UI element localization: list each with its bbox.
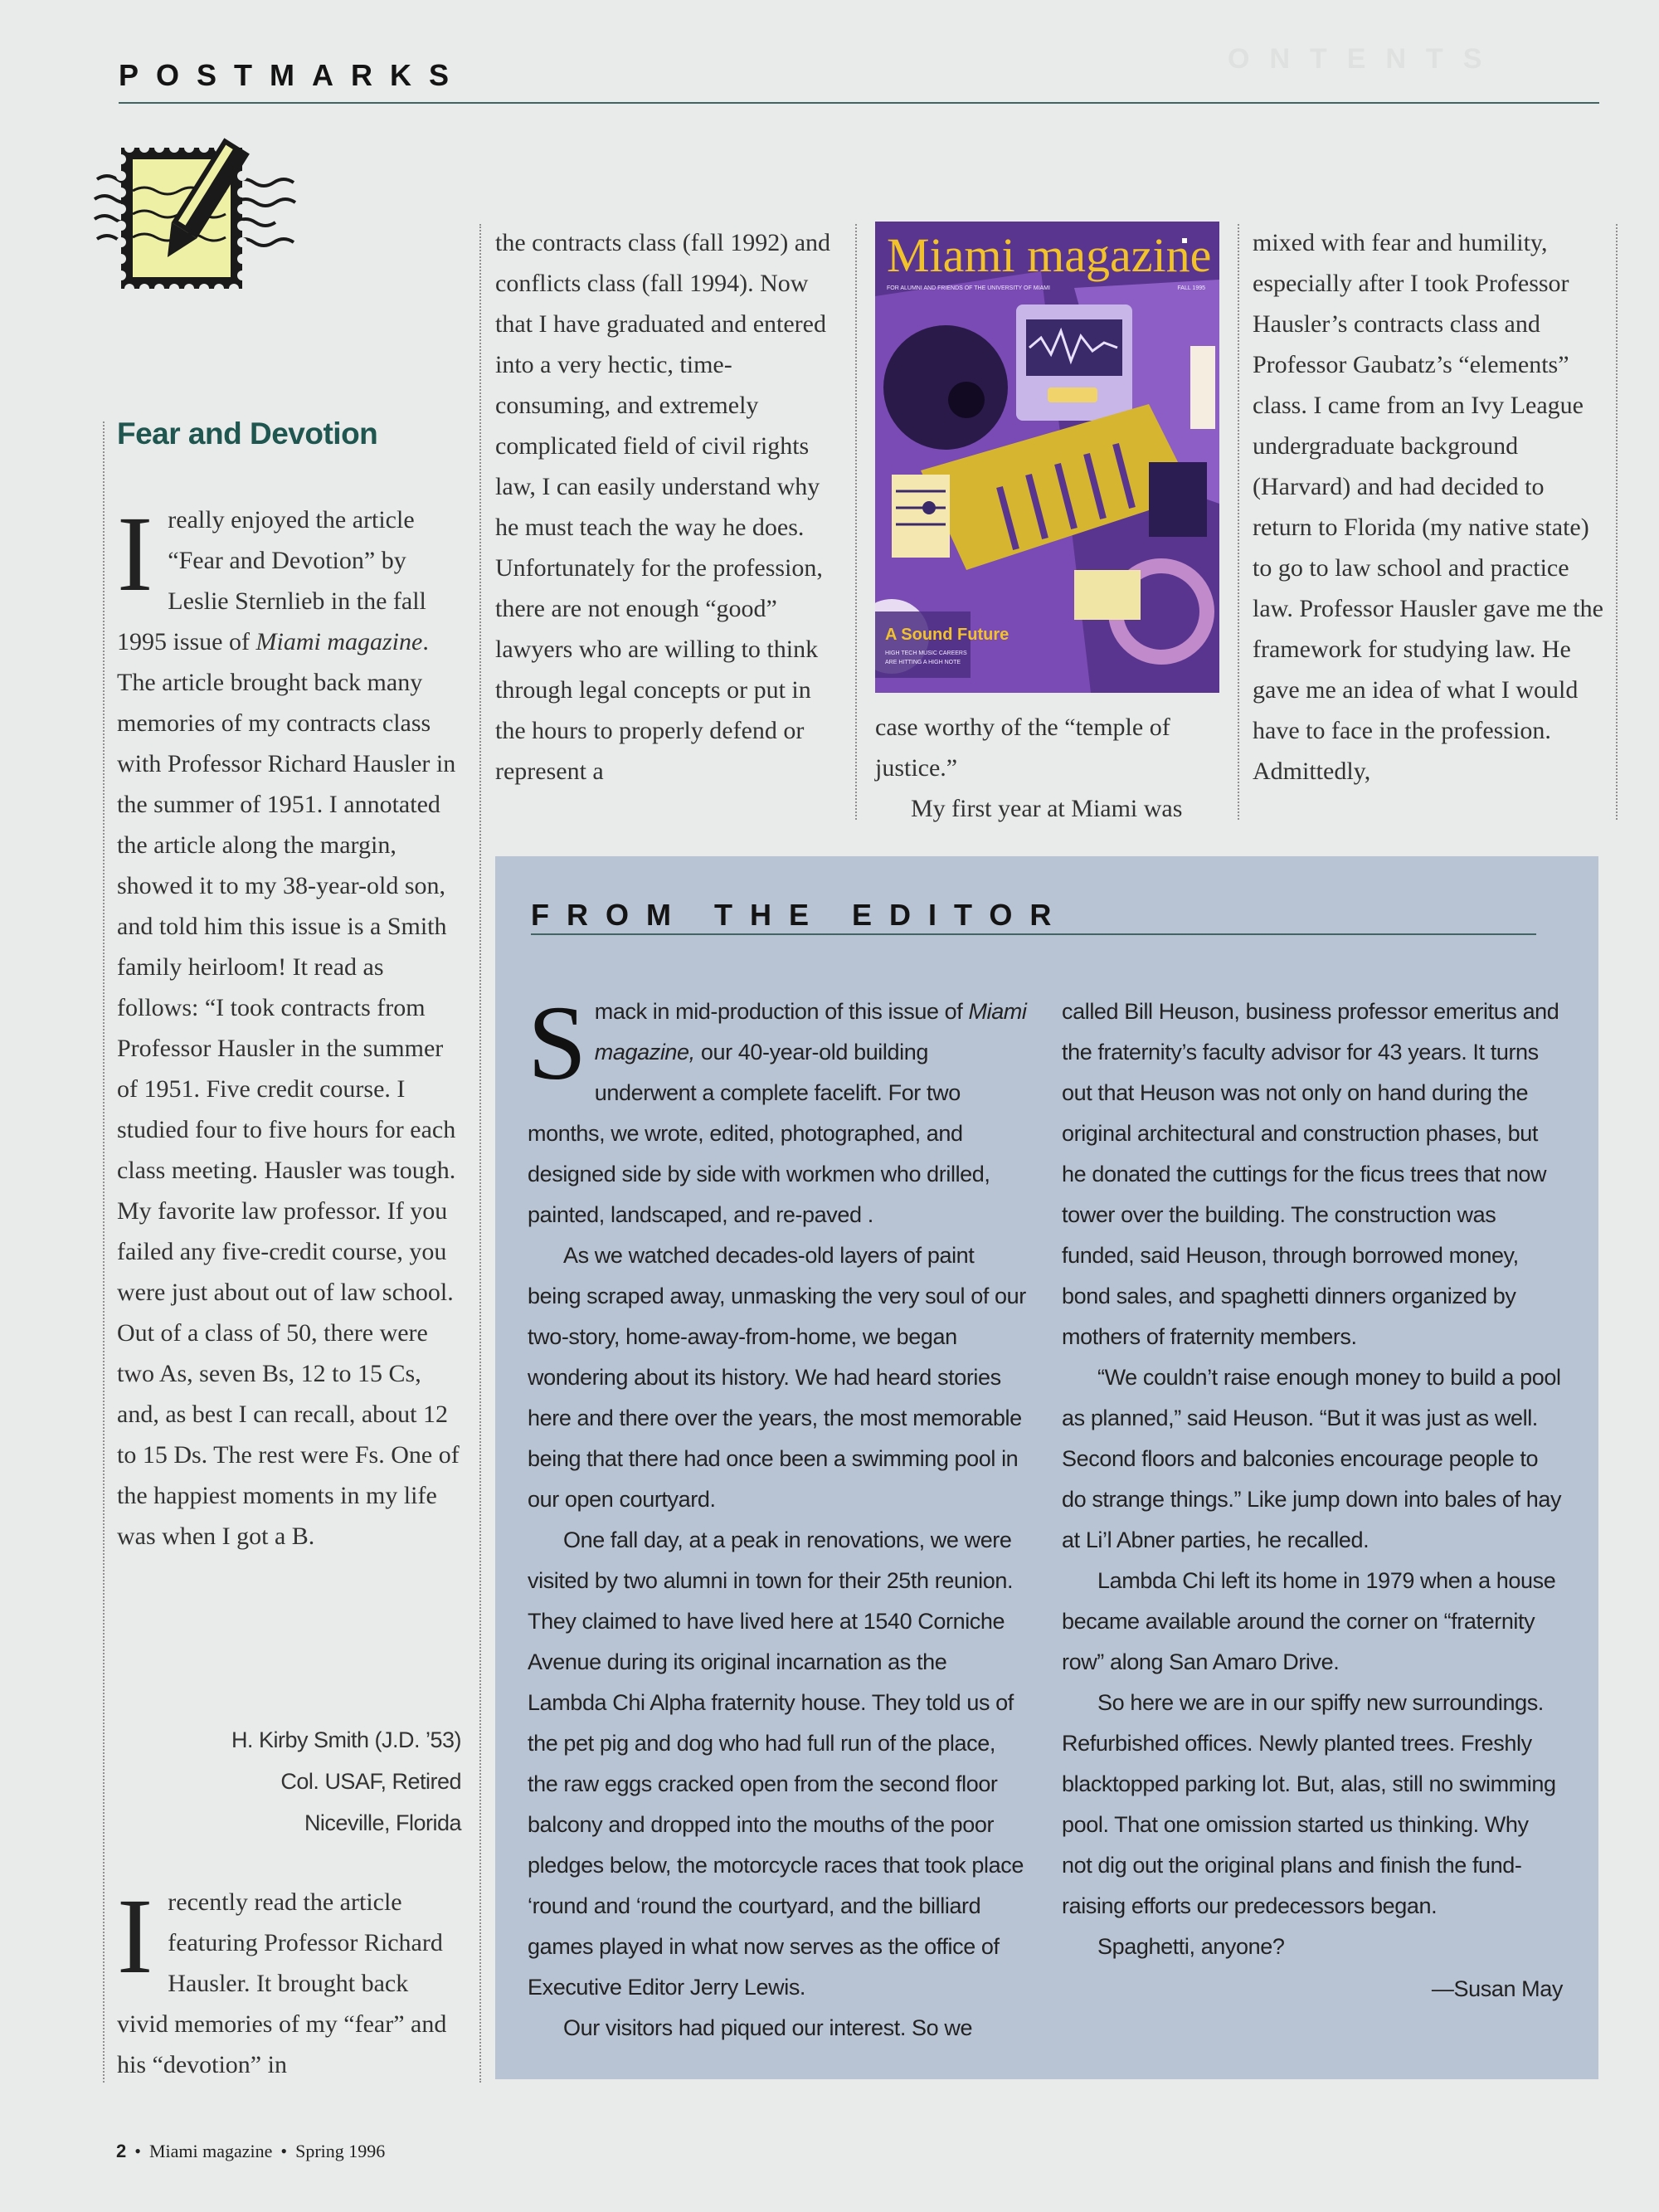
letter-1-body: [117, 495, 465, 1557]
editor-paragraph: Spaghetti, anyone?: [1097, 1934, 1285, 1959]
footer-publication: Miami magazine: [148, 2141, 273, 2161]
editor-paragraph: called Bill Heuson, business professor emeritus and the fraternity’s faculty advisor for 43 years. It turns out that Heuson was not only on hand during the original architectural and construction phases, but he donated the cuttings for the ficus trees that now tower over the building. The construction was funded, said Heuson, through borrowed money, bond sales, and spaghetti dinners organized by mothers of fraternity members.: [1062, 999, 1559, 1349]
letter-2-body-col2: [495, 222, 844, 792]
postage-stamp-with-pencil-icon: [93, 131, 300, 297]
column-rule: [103, 421, 105, 2083]
letter-2-text: case worthy of the “temple of justice.”: [875, 714, 1170, 782]
publication-name: Miami magazine,: [594, 999, 1027, 1065]
cover-feature-line: HIGH TECH MUSIC CAREERS: [885, 650, 967, 656]
letter-2-text: mixed with fear and humility, especially after I took Professor Hausler’s contracts class and Professor Gaubatz’s “elements” class. I came from an Ivy League undergraduate background (Harvard) and had decided to return to Florida (my native state) to go to law school and practice law. Professor Hausler gave me the framework for studying law. He gave me an idea of what I would have to face in the profession. Admittedly,: [1253, 229, 1603, 785]
publication-name: Miami magazine: [255, 628, 423, 655]
signature-location: Niceville, Florida: [304, 1810, 461, 1835]
editor-paragraph: “We couldn’t raise enough money to build a pool as planned,” said Heuson. “But it was just as well. Second floors and balconies encourage people to do strange things.” Like jump down into bales of hay at Li’l Abner parties, he recalled.: [1062, 1365, 1562, 1552]
column-rule: [1616, 224, 1618, 820]
cover-feature-title: A Sound Future: [885, 626, 1010, 644]
editor-heading: FROM THE EDITOR: [531, 898, 1069, 932]
editor-text: our 40-year-old building underwent a complete facelift. For two months, we wrote, edited, photographed, and designed side by side with workmen who drilled, painted, landscaped, and re-paved .: [528, 1040, 990, 1227]
letter-2-body-col4: [1253, 222, 1605, 792]
cover-tagline: FOR ALUMNI AND FRIENDS OF THE UNIVERSITY OF MIAMI: [887, 285, 1050, 291]
column-rule: [1238, 224, 1239, 820]
letter-1-text-cont: . The article brought back many memories of my contracts class with Professor Richard Hausler in the summer of 1951. I annotated the article along the margin, showed it to my 38-year-old son, and told him this issue is a Smith family heirloom! It read as follows: “I took contracts from Professor Hausler in the summer of 1951. Five credit course. I studied four to five hours for each class meeting. Hausler was tough. My favorite law professor. If you failed any five-credit course, you were just about out of law school. Out of a class of 50, there were two As, seven Bs, 12 to 15 Cs, and, as best I can recall, about 12 to 15 Ds. The rest were Fs. One of the happiest moments in my life was when I got a B.: [117, 628, 460, 1550]
cover-feature-line: ARE HITTING A HIGH NOTE: [885, 660, 961, 665]
footer-separator: •: [134, 2141, 141, 2161]
editor-col-2: [1062, 992, 1563, 2010]
page-footer: [116, 2141, 385, 2162]
editor-paragraph: Lambda Chi left its home in 1979 when a house became available around the corner on “fraternity row” along San Amaro Drive.: [1062, 1568, 1556, 1674]
footer-issue: Spring 1996: [295, 2141, 386, 2161]
letter-title: Fear and Devotion: [117, 417, 378, 451]
letter-2-body-col3: [875, 707, 1224, 829]
heading-rule: [119, 102, 1599, 104]
column-rule: [855, 224, 857, 820]
editor-paragraph: So here we are in our spiffy new surroundings. Refurbished offices. Newly planted trees. Freshly blacktopped parking lot. But, alas, still no swimming pool. That one omission started us thinking. Why not dig out the original plans and finish the fund-raising efforts our predecessors began.: [1062, 1690, 1556, 1918]
letter-2-text: recently read the article featuring Professor Richard Hausler. It brought back vivid memories of my “fear” and his “devotion” in: [117, 1888, 447, 2078]
section-heading: POSTMARKS: [119, 58, 467, 92]
magazine-cover-image: [875, 222, 1219, 693]
editor-paragraph: One fall day, at a peak in renovations, we were visited by two alumni in town for their 25th reunion. They claimed to have lived here at 1540 Corniche Avenue during its original incarnation as the Lambda Chi Alpha fraternity house. They told us of the pet pig and dog who had full run of the place, the raw eggs cracked open from the second floor balcony and dropped into the mouths of the poor pledges below, the motorcycle races that took place ‘round and ‘round the courtyard, and the billiard games played in what now serves as the office of Executive Editor Jerry Lewis.: [528, 1527, 1024, 2000]
page-number: 2: [116, 2141, 127, 2161]
editor-col-1: [528, 984, 1030, 2049]
editor-paragraph: Our visitors had piqued our interest. So we: [563, 2015, 973, 2040]
letter-1-text: really enjoyed the article “Fear and Devotion” by Leslie Sternlieb in the fall 1995 issue of: [117, 506, 426, 655]
letter-2-text: My first year at Miami was: [911, 795, 1183, 822]
letter-1-signature: [117, 1719, 461, 1844]
footer-separator: •: [280, 2141, 288, 2161]
drop-cap: S: [528, 984, 586, 1102]
editor-text: mack in mid-production of this issue of: [594, 999, 969, 1024]
column-rule: [479, 224, 481, 2083]
letter-2-text: the contracts class (fall 1992) and conflicts class (fall 1994). Now that I have graduated and entered into a very hectic, time-consuming, and extremely complicated field of civil rights law, I can easily understand why he must teach the way he does. Unfortunately for the profession, there are not enough “good” lawyers who are willing to think through legal concepts or put in the hours to properly defend or represent a: [495, 229, 831, 785]
cover-title: Miami magazine: [887, 228, 1212, 282]
signature-name: H. Kirby Smith (J.D. ’53): [231, 1727, 461, 1752]
signature-title: Col. USAF, Retired: [280, 1769, 461, 1794]
drop-cap: I: [117, 1877, 153, 1996]
editor-paragraph: As we watched decades-old layers of paint being scraped away, unmasking the very soul of our two-story, home-away-from-home, we began wondering about its history. We had heard stories here and there over the years, the most memorable being that there had once been a swimming pool in our open courtyard.: [528, 1243, 1026, 1512]
letter-2-body-col1: [117, 1877, 465, 2085]
bleed-through-heading: ONTENTS: [1228, 43, 1502, 75]
editor-heading-rule: [531, 933, 1536, 935]
cover-season: FALL 1995: [1177, 285, 1205, 291]
editor-signature: —Susan May: [1431, 1976, 1563, 2001]
drop-cap: I: [117, 495, 153, 614]
